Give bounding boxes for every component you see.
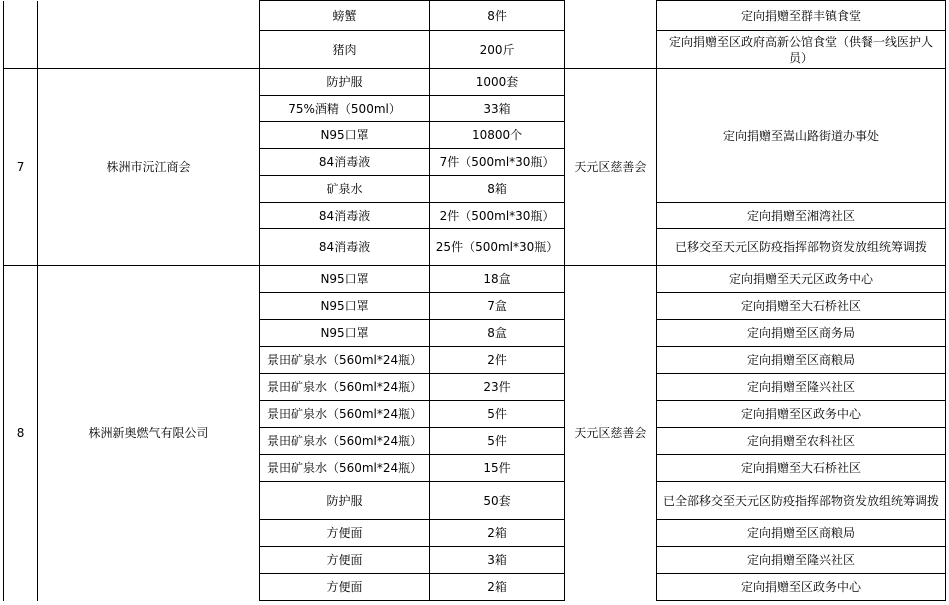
- donor-cell: 株洲市沅江商会: [38, 69, 260, 266]
- dest-cell: 定向捐赠至隆兴社区: [657, 374, 946, 401]
- qty-cell: 7件（500ml*30瓶）: [430, 149, 564, 176]
- receiver-cell: [564, 1, 656, 69]
- item-cell: 84消毒液: [259, 203, 430, 229]
- qty-cell: 10800个: [430, 122, 564, 149]
- dest-cell: 定向捐赠至嵩山路街道办事处: [657, 69, 946, 203]
- item-cell: 方便面: [259, 574, 430, 601]
- receiver-cell: 天元区慈善会: [564, 266, 656, 601]
- dest-cell: 定向捐赠至区政务中心: [657, 401, 946, 428]
- item-cell: 景田矿泉水（560ml*24瓶）: [259, 401, 430, 428]
- donation-table: [3, 0, 946, 601]
- item-cell: 景田矿泉水（560ml*24瓶）: [259, 347, 430, 374]
- qty-cell: 2箱: [430, 520, 564, 547]
- item-cell: 猪肉: [259, 31, 430, 69]
- qty-cell: 2箱: [430, 574, 564, 601]
- dest-cell: 定向捐赠至湘湾社区: [657, 203, 946, 229]
- dest-cell: 定向捐赠至区商粮局: [657, 347, 946, 374]
- qty-cell: 200斤: [430, 31, 564, 69]
- item-cell: 景田矿泉水（560ml*24瓶）: [259, 455, 430, 482]
- dest-cell: 定向捐赠至大石桥社区: [657, 455, 946, 482]
- seq-cell: 7: [4, 69, 38, 266]
- dest-cell: 定向捐赠至区政府高新公馆食堂（供餐一线医护人员）: [657, 31, 946, 69]
- dest-cell: 定向捐赠至群丰镇食堂: [657, 1, 946, 31]
- item-cell: 防护服: [259, 69, 430, 96]
- item-cell: 螃蟹: [259, 1, 430, 31]
- item-cell: N95口罩: [259, 293, 430, 320]
- qty-cell: 2件（500ml*30瓶）: [430, 203, 564, 229]
- qty-cell: 8件: [430, 1, 564, 31]
- seq-cell: [4, 1, 38, 69]
- qty-cell: 3箱: [430, 547, 564, 574]
- item-cell: N95口罩: [259, 320, 430, 347]
- qty-cell: 8盒: [430, 320, 564, 347]
- dest-cell: 已全部移交至天元区防疫指挥部物资发放组统筹调拨: [657, 482, 946, 520]
- item-cell: 防护服: [259, 482, 430, 520]
- dest-cell: 定向捐赠至大石桥社区: [657, 293, 946, 320]
- dest-cell: 已移交至天元区防疫指挥部物资发放组统筹调拨: [657, 229, 946, 266]
- item-cell: N95口罩: [259, 122, 430, 149]
- dest-cell: 定向捐赠至隆兴社区: [657, 547, 946, 574]
- item-cell: 84消毒液: [259, 149, 430, 176]
- dest-cell: 定向捐赠至区政务中心: [657, 574, 946, 601]
- dest-cell: 定向捐赠至农科社区: [657, 428, 946, 455]
- qty-cell: 8箱: [430, 176, 564, 203]
- qty-cell: 7盒: [430, 293, 564, 320]
- qty-cell: 18盒: [430, 266, 564, 293]
- qty-cell: 50套: [430, 482, 564, 520]
- seq-cell: 8: [4, 266, 38, 601]
- qty-cell: 33箱: [430, 96, 564, 122]
- qty-cell: 5件: [430, 428, 564, 455]
- qty-cell: 2件: [430, 347, 564, 374]
- table-row: [4, 69, 946, 96]
- item-cell: 方便面: [259, 520, 430, 547]
- item-cell: 景田矿泉水（560ml*24瓶）: [259, 428, 430, 455]
- dest-cell: 定向捐赠至天元区政务中心: [657, 266, 946, 293]
- item-cell: 方便面: [259, 547, 430, 574]
- item-cell: 75%酒精（500ml）: [259, 96, 430, 122]
- receiver-cell: 天元区慈善会: [564, 69, 656, 266]
- item-cell: 景田矿泉水（560ml*24瓶）: [259, 374, 430, 401]
- qty-cell: 1000套: [430, 69, 564, 96]
- qty-cell: 25件（500ml*30瓶）: [430, 229, 564, 266]
- table-row: [4, 1, 946, 31]
- qty-cell: 5件: [430, 401, 564, 428]
- table-row: [4, 266, 946, 293]
- donor-cell: 株洲新奥燃气有限公司: [38, 266, 260, 601]
- dest-cell: 定向捐赠至区商粮局: [657, 520, 946, 547]
- item-cell: 84消毒液: [259, 229, 430, 266]
- dest-cell: 定向捐赠至区商务局: [657, 320, 946, 347]
- qty-cell: 23件: [430, 374, 564, 401]
- qty-cell: 15件: [430, 455, 564, 482]
- item-cell: 矿泉水: [259, 176, 430, 203]
- donor-cell: [38, 1, 260, 69]
- item-cell: N95口罩: [259, 266, 430, 293]
